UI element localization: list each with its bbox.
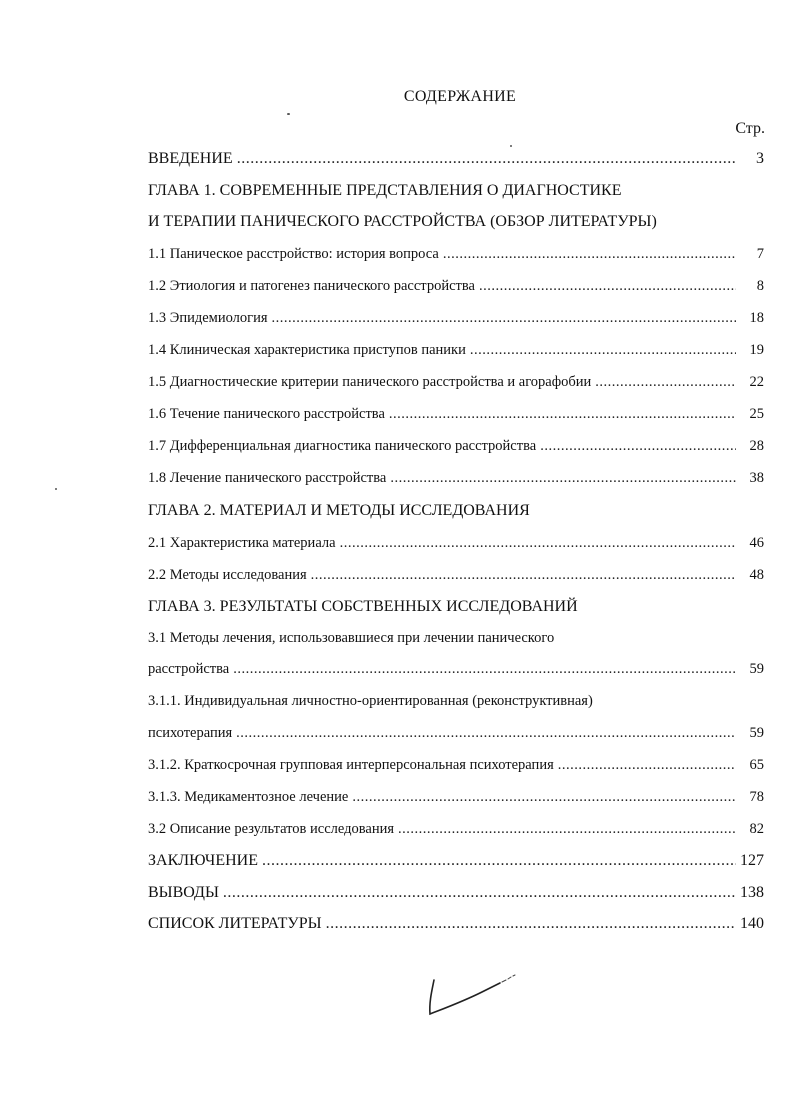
toc-entry: [148, 278, 764, 300]
toc-entry: [148, 757, 764, 779]
toc-entry-page: 78: [749, 789, 764, 805]
toc-entry-page: 7: [756, 246, 764, 262]
toc-leader-dots: [262, 852, 736, 870]
toc-entry-label: ВВЕДЕНИЕ: [148, 150, 233, 167]
toc-entry-label: 3.2 Описание результатов исследования: [148, 821, 395, 837]
toc-leader-dots: [237, 150, 736, 168]
toc-leader-dots: [479, 278, 736, 295]
toc-entry: [148, 310, 764, 332]
chapter-heading: И ТЕРАПИИ ПАНИЧЕСКОГО РАССТРОЙСТВА (ОБЗОР ЛИТЕРАТУРЫ): [148, 213, 657, 230]
chapter-heading: ГЛАВА 3. РЕЗУЛЬТАТЫ СОБСТВЕННЫХ ИССЛЕДОВАНИЙ: [148, 598, 578, 615]
toc-entry: [148, 884, 764, 906]
toc-entry: [148, 725, 764, 747]
toc-entry-page: 46: [749, 535, 764, 551]
toc-entry: [148, 438, 764, 460]
chapter-heading: ГЛАВА 2. МАТЕРИАЛ И МЕТОДЫ ИССЛЕДОВАНИЯ: [148, 502, 530, 519]
toc-leader-dots: [352, 789, 736, 806]
toc-entry-label: 1.1 Паническое расстройство: история вопроса: [148, 246, 439, 262]
toc-entry-page: 59: [749, 725, 764, 741]
toc-entry: [148, 406, 764, 428]
toc-entry: [148, 915, 764, 937]
toc-entry-label: 1.2 Этиология и патогенез панического расстройства: [148, 278, 475, 294]
toc-entry-label: 2.2 Методы исследования: [148, 567, 307, 583]
page-number-label: Стр.: [735, 120, 765, 137]
toc-entry-page: 65: [749, 757, 764, 773]
toc-entry-page: 82: [749, 821, 764, 837]
toc-entry-label: 3.1.2. Краткосрочная групповая интерперсональная психотерапия: [148, 757, 554, 773]
scan-speck: [55, 488, 57, 490]
toc-leader-dots: [389, 406, 736, 423]
toc-entry-page: 18: [749, 310, 764, 326]
toc-entry-label: 1.4 Клиническая характеристика приступов паники: [148, 342, 466, 358]
toc-entry: [148, 150, 764, 172]
toc-entry-label: СПИСОК ЛИТЕРАТУРЫ: [148, 915, 322, 932]
toc-entry-line: 3.1 Методы лечения, использовавшиеся при лечении панического: [148, 630, 555, 646]
toc-leader-dots: [558, 757, 736, 774]
toc-leader-dots: [326, 915, 736, 933]
toc-entry-label: расстройства: [148, 661, 230, 677]
toc-entry-label: 3.1.3. Медикаментозное лечение: [148, 789, 349, 805]
toc-entry-label: 1.8 Лечение панического расстройства: [148, 470, 387, 486]
toc-leader-dots: [340, 535, 736, 552]
toc-entry-page: 3: [756, 150, 764, 167]
toc-entry-label: 1.5 Диагностические критерии панического расстройства и агорафобии: [148, 374, 592, 390]
toc-entry-page: 140: [740, 915, 764, 932]
toc-entry: [148, 470, 764, 492]
toc-leader-dots: [398, 821, 736, 838]
toc-entry-page: 8: [756, 278, 764, 294]
toc-entry: [148, 374, 764, 396]
toc-entry: [148, 821, 764, 843]
toc-entry-page: 22: [749, 374, 764, 390]
toc-entry-page: 127: [740, 852, 764, 869]
toc-leader-dots: [311, 567, 736, 584]
toc-entry-page: 38: [749, 470, 764, 486]
toc-entry: [148, 789, 764, 811]
toc-entry: [148, 342, 764, 364]
toc-entry-page: 25: [749, 406, 764, 422]
signature-mark: [420, 968, 520, 1024]
toc-entry: [148, 661, 764, 683]
toc-leader-dots: [236, 725, 736, 742]
toc-entry-label: психотерапия: [148, 725, 233, 741]
toc-entry-page: 48: [749, 567, 764, 583]
toc-leader-dots: [540, 438, 736, 455]
page-title: СОДЕРЖАНИЕ: [403, 88, 517, 105]
toc-entry-label: 1.7 Дифференциальная диагностика панического расстройства: [148, 438, 537, 454]
toc-entry-page: 138: [740, 884, 764, 901]
toc-entry-label: ЗАКЛЮЧЕНИЕ: [148, 852, 258, 869]
toc-entry: [148, 852, 764, 874]
toc-leader-dots: [223, 884, 736, 902]
toc-leader-dots: [595, 374, 736, 391]
toc-entry: [148, 567, 764, 589]
toc-entry-page: 28: [749, 438, 764, 454]
toc-leader-dots: [390, 470, 736, 487]
toc-leader-dots: [233, 661, 736, 678]
toc-entry-label: ВЫВОДЫ: [148, 884, 219, 901]
toc-entry-label: 2.1 Характеристика материала: [148, 535, 336, 551]
toc-entry-page: 59: [749, 661, 764, 677]
toc-entry: [148, 535, 764, 557]
toc-leader-dots: [272, 310, 736, 327]
toc-entry-line: 3.1.1. Индивидуальная личностно-ориентированная (реконструктивная): [148, 693, 593, 709]
scan-speck: [287, 113, 290, 115]
toc-entry-label: 1.3 Эпидемиология: [148, 310, 268, 326]
chapter-heading: ГЛАВА 1. СОВРЕМЕННЫЕ ПРЕДСТАВЛЕНИЯ О ДИАГНОСТИКЕ: [148, 182, 622, 199]
toc-leader-dots: [470, 342, 736, 359]
toc-entry: [148, 246, 764, 268]
toc-entry-label: 1.6 Течение панического расстройства: [148, 406, 385, 422]
scan-speck: [510, 145, 512, 147]
toc-leader-dots: [443, 246, 736, 263]
toc-entry-page: 19: [749, 342, 764, 358]
